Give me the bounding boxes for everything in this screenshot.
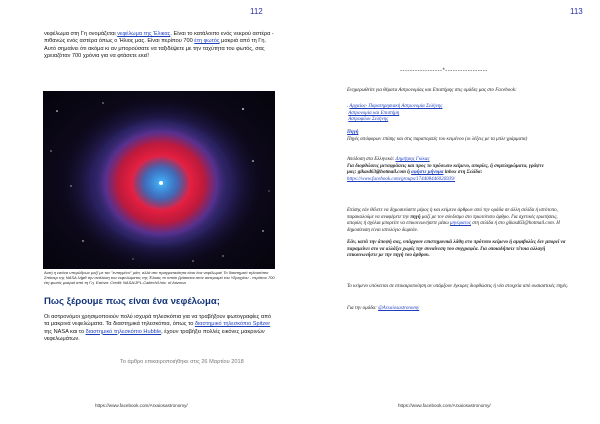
email-text: μας: gikasd63@hotmail.com bbox=[347, 170, 406, 176]
translation-text: Απόδοση στα Ελληνικά: bbox=[347, 157, 396, 162]
note-paragraph: Το κείμενο υπόκειται σε επικαιροποίηση αν υπάρξουν έγκυρες διορθώσεις ή νέα στοιχεία από ουσιαστικές πηγές. bbox=[347, 284, 569, 289]
use-text: Επίσης εάν θέλετε να δημοσιεύσετε μέρος ή και κείμενο άρθρων από την ομάδα σε άλλη σελίδα ή ιστότοπο, παρακαλούμε να αναφέρετε την bbox=[347, 208, 558, 220]
spitzer-link[interactable]: διαστημικό τηλεσκόπιο Spitzer bbox=[194, 321, 271, 328]
group-links: . Αρχαίος- Παρατηρησιακή Αστρονομία Σελήνης Αστρονομία και Επιστήμη Αστροφίλοι Σελήνης bbox=[347, 104, 443, 123]
intro-text: . Είναι το κατάλοιπο ενός νεκρού αστέρα - πιθανώς ενός αστέρα όπως ο Ήλιος μας. Είναι περίπου 700 bbox=[44, 31, 274, 45]
translator-link[interactable]: Δημήτρης Γκίκας bbox=[395, 157, 430, 162]
image-caption: Αυτή η εικόνα υπερύθρων μαζί με τον "ενταγμένο" μάτι, αλλά στο πραγματικότητα είναι ένα νεφέλωμα! Το διαστημικό τηλεσκόπιο Σπίτσερ της NASA λήφθ την ανάλυση του νεφελώματος της Έλικας το οποίο βρίσκεται στον αστερισμό του Υδροχόου - περίπου 700 έτη φωτός μακριά από τη Γη. Εικόνα: Credit: NASA/JPL-Caltech/Univ. of Arizona bbox=[44, 270, 275, 286]
intro-text: μακριά από τη Γη. Αυτό σημαίνει ότι ακόμα κι αν μπορούσατε να ταξιδέψετε με την ταχύτητα του φωτός, σας χρειαζόταν 700 χρόνια για να φτάσετε εκεί! bbox=[44, 38, 267, 59]
group-link-3[interactable]: Αστροφίλοι Σελήνης bbox=[348, 117, 389, 123]
footer-url-left: https://www.facebook.com/Arxaiosastronomy/ bbox=[95, 403, 188, 408]
page-number-left: 112 bbox=[250, 7, 263, 16]
source-block bbox=[347, 130, 569, 143]
page-number-right: 113 bbox=[570, 7, 583, 16]
use-text: μαζί με τον σύνδεσμο στο πρωτότυπο άρθρο. Για σχετικές ερωτήσεις, απορίες ή σχόλια μπορείτε να επικοινωνήσετε μέσω bbox=[347, 214, 558, 227]
message-link[interactable]: αφήστε μήνυμα bbox=[411, 170, 444, 176]
body-text: Οι αστρονόμοι χρησιμοποιούν πολύ ισχυρά τηλεσκόπια για να τραβήξουν φωτογραφίες από τα μακρινά νεφελώματα. Τα διαστημικά τηλεσκόπια, όπως το bbox=[44, 314, 272, 328]
source-text: Πηγές απόφορων επίσης και στις παραπομπές του κειμένου (οι λέξεις με τα μπλε γράμματα) bbox=[347, 136, 528, 142]
helix-nebula-link[interactable]: νεφέλωμα της Έλικας bbox=[117, 31, 171, 37]
suggestions-text: Για διορθώσεις μεταφράσεις και προς το πρόσωπο κείμενο, απορίες, ή συμπληρώματα, γράψτε bbox=[347, 163, 544, 169]
closing-text: Για την ομάδα: bbox=[347, 306, 379, 311]
follow-paragraph: Ενημερωθείτε για θέματα Αστρονομίας και Επιστήμης στις ομάδες μας στο Facebook: bbox=[347, 88, 517, 93]
email-mid: ή bbox=[405, 170, 412, 176]
body-paragraph bbox=[44, 314, 276, 343]
group-link-1[interactable]: Αρχαίος- Παρατηρησιακή Αστρονομία Σελήνης bbox=[349, 104, 443, 109]
intro-paragraph bbox=[44, 31, 276, 60]
facebook-group-link[interactable]: https://www.facebook.com/groups/174408446026939/ bbox=[347, 176, 456, 182]
translation-block bbox=[347, 157, 569, 183]
footer-url-right: https://www.facebook.com/Arxaiosastronomy/ bbox=[398, 403, 491, 408]
light-years-link[interactable]: έτη φωτός bbox=[194, 38, 220, 45]
contact-paragraph: Εάν, κατά την άποψή σας, υπάρχουν επιστημονικά λάθη στο πρότυπο κείμενο ή αμφιβολίες δεν μπορεί να παραμείνει στο να αλλάξει χωρίς την συναίνεση του συγγραφέα. Για οποιαδήποτε τέτοια αλλαγή επικοινωνήστε με την πηγή του άρθρου. bbox=[347, 240, 566, 259]
hubble-link[interactable]: διαστημικό τηλεσκόπιο Hubble bbox=[85, 328, 162, 335]
separator: -----------------*----------------- bbox=[400, 68, 488, 74]
use-paragraph bbox=[347, 208, 569, 234]
group-handle-link[interactable]: @Arxaiosastronomy bbox=[378, 306, 420, 311]
closing-line bbox=[347, 306, 569, 313]
intro-text: νεφέλωμα στη Γη ονομάζεται bbox=[44, 31, 118, 37]
body-text: , έχουν τραβήξει πολλές εικόνες μακρινών νεφελωμάτων. bbox=[44, 328, 265, 342]
source-link[interactable]: Πηγή bbox=[347, 130, 359, 135]
message-link-2[interactable]: μηνύματος bbox=[450, 221, 472, 227]
helix-nebula-image bbox=[43, 91, 275, 269]
group-link-2[interactable]: Αστρονομία και Επιστήμη bbox=[348, 110, 400, 116]
updated-note: Το άρθρο επικαιροποιήθηκε στις 26 Μαρτίου 2018 bbox=[120, 359, 244, 365]
inbox-text: inbox στη Σελίδα: bbox=[443, 170, 483, 176]
right-page bbox=[300, 0, 600, 424]
use-bold: πηγή bbox=[410, 214, 421, 220]
body-text: της NASA και το bbox=[44, 328, 86, 335]
use-text: στη σελίδα ή στο gikasd63@hotmail.com. Η δημοσίευση είναι ιστολόγιο δωρεάν. bbox=[347, 221, 560, 233]
section-heading: Πως ξέρουμε πως είναι ένα νεφέλωμα; bbox=[44, 296, 220, 307]
